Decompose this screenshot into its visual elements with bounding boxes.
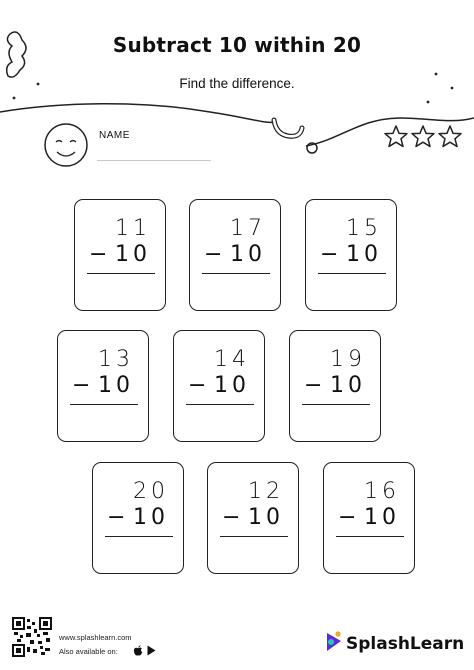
minuend: 11 — [115, 216, 151, 241]
available-on-label: Also available on: — [59, 647, 118, 656]
minus-sign: − — [188, 373, 207, 398]
minuend: 13 — [98, 347, 134, 372]
dot — [13, 97, 16, 100]
minus-sign: − — [304, 373, 323, 398]
answer-line — [202, 273, 270, 274]
problem-card — [289, 330, 381, 442]
answer-line — [186, 404, 254, 405]
subtrahend: 10 — [214, 373, 250, 398]
problem-card — [173, 330, 265, 442]
problem-card — [74, 199, 166, 311]
name-field-line[interactable] — [97, 160, 211, 161]
problem-card — [92, 462, 184, 574]
play-store-icon[interactable] — [147, 645, 156, 656]
subtrahend: 10 — [230, 242, 266, 267]
subtrahend: 10 — [364, 505, 400, 530]
minuend: 17 — [230, 216, 266, 241]
minus-sign: − — [338, 505, 357, 530]
subtrahend: 10 — [98, 373, 134, 398]
minuend: 14 — [214, 347, 250, 372]
minus-sign: − — [107, 505, 126, 530]
minus-sign: − — [222, 505, 241, 530]
minuend: 15 — [346, 216, 382, 241]
answer-line — [318, 273, 386, 274]
answer-line — [336, 536, 404, 537]
minus-sign: − — [204, 242, 223, 267]
minuend: 20 — [133, 479, 169, 504]
apple-icon[interactable] — [133, 645, 143, 656]
problem-card — [189, 199, 281, 311]
problem-card — [207, 462, 299, 574]
minus-sign: − — [320, 242, 339, 267]
website-link[interactable]: www.splashlearn.com — [59, 633, 132, 642]
splashlearn-logo-icon — [323, 630, 345, 654]
minus-sign: − — [89, 242, 108, 267]
minus-sign: − — [72, 373, 91, 398]
answer-line — [220, 536, 288, 537]
smiley-icon — [45, 124, 87, 166]
subtrahend: 10 — [133, 505, 169, 530]
answer-line — [87, 273, 155, 274]
minuend: 19 — [330, 347, 366, 372]
answer-line — [70, 404, 138, 405]
swirl-line — [0, 104, 275, 123]
answer-line — [302, 404, 370, 405]
star-icon — [412, 126, 434, 147]
subtrahend: 10 — [248, 505, 284, 530]
worksheet-title: Subtract 10 within 20 — [112, 33, 362, 57]
instruction-text: Find the difference. — [179, 76, 295, 91]
star-icon — [439, 126, 461, 147]
subtrahend: 10 — [346, 242, 382, 267]
problem-card — [57, 330, 149, 442]
name-label: NAME — [99, 130, 130, 141]
dot — [435, 73, 438, 76]
star-icon — [385, 126, 407, 147]
minuend: 16 — [364, 479, 400, 504]
brand-name: SplashLearn — [346, 634, 465, 654]
dot — [427, 101, 430, 104]
answer-line — [105, 536, 173, 537]
subtrahend: 10 — [115, 242, 151, 267]
subtrahend: 10 — [330, 373, 366, 398]
minuend: 12 — [248, 479, 284, 504]
qr-code-icon[interactable] — [12, 617, 52, 657]
problem-card — [305, 199, 397, 311]
problem-card — [323, 462, 415, 574]
